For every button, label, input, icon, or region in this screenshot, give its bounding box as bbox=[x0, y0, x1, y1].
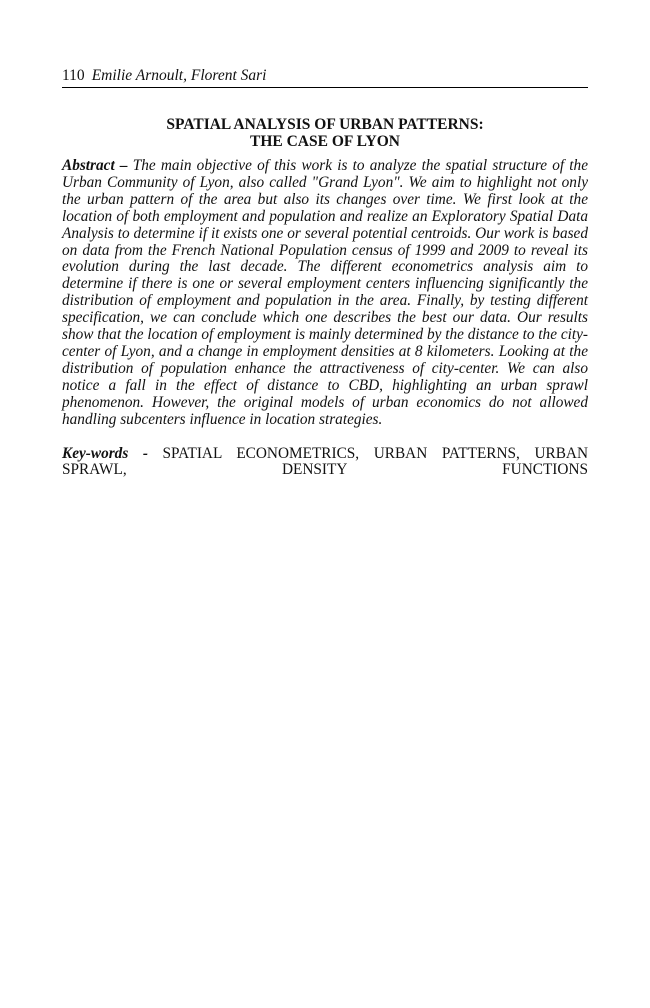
title-line-1: SPATIAL ANALYSIS OF URBAN PATTERNS: bbox=[166, 116, 484, 133]
page-number: 110 bbox=[62, 67, 85, 84]
keywords bbox=[62, 446, 588, 463]
keywords-list-part-2: SPRAWL, DENSITY FUNCTIONS bbox=[62, 461, 588, 479]
keywords-list-part-1: SPATIAL ECONOMETRICS, URBAN PATTERNS, URBAN bbox=[162, 444, 588, 462]
paper-title bbox=[62, 116, 588, 150]
keywords-line-2-wrap bbox=[62, 462, 588, 479]
page bbox=[62, 67, 588, 479]
abstract-text: The main objective of this work is to analyze the spatial structure of the Urban Community of Lyon, also called "Grand Lyon". We aim to highlight not only the urban pattern of the area but also its changes over time. We first look at the location of both employment and population and realize an Exploratory Spatial Data Analysis to determine if it exists one or several potential centroids. Our work is based on data from the French National Population census of 1999 and 2009 to reveal its evolution during the last decade. The different econometrics analysis aim to determine if there is one or several employment centers influencing significantly the distribution of employment and population in the area. Finally, by testing different specification, we can conclude which one describes the best our data. Our results show that the location of employment is mainly determined by the distance to the city-center of Lyon, and a change in employment densities at 8 kilometers. Looking at the distribution of population enhance the attractiveness of city-center. We can also notice a fall in the effect of distance to CBD, highlighting an urban sprawl phenomenon. However, the original models of urban economics do not allowed handling subcenters influence in location strategies. bbox=[62, 157, 589, 428]
keywords-label: Key-words - bbox=[62, 444, 148, 462]
running-head bbox=[62, 67, 588, 88]
authors: Emilie Arnoult, Florent Sari bbox=[91, 67, 267, 84]
title-line-2: THE CASE OF LYON bbox=[249, 133, 400, 150]
abstract bbox=[62, 158, 588, 429]
keywords-line-1 bbox=[62, 446, 588, 463]
abstract-label: Abstract – bbox=[62, 157, 128, 174]
